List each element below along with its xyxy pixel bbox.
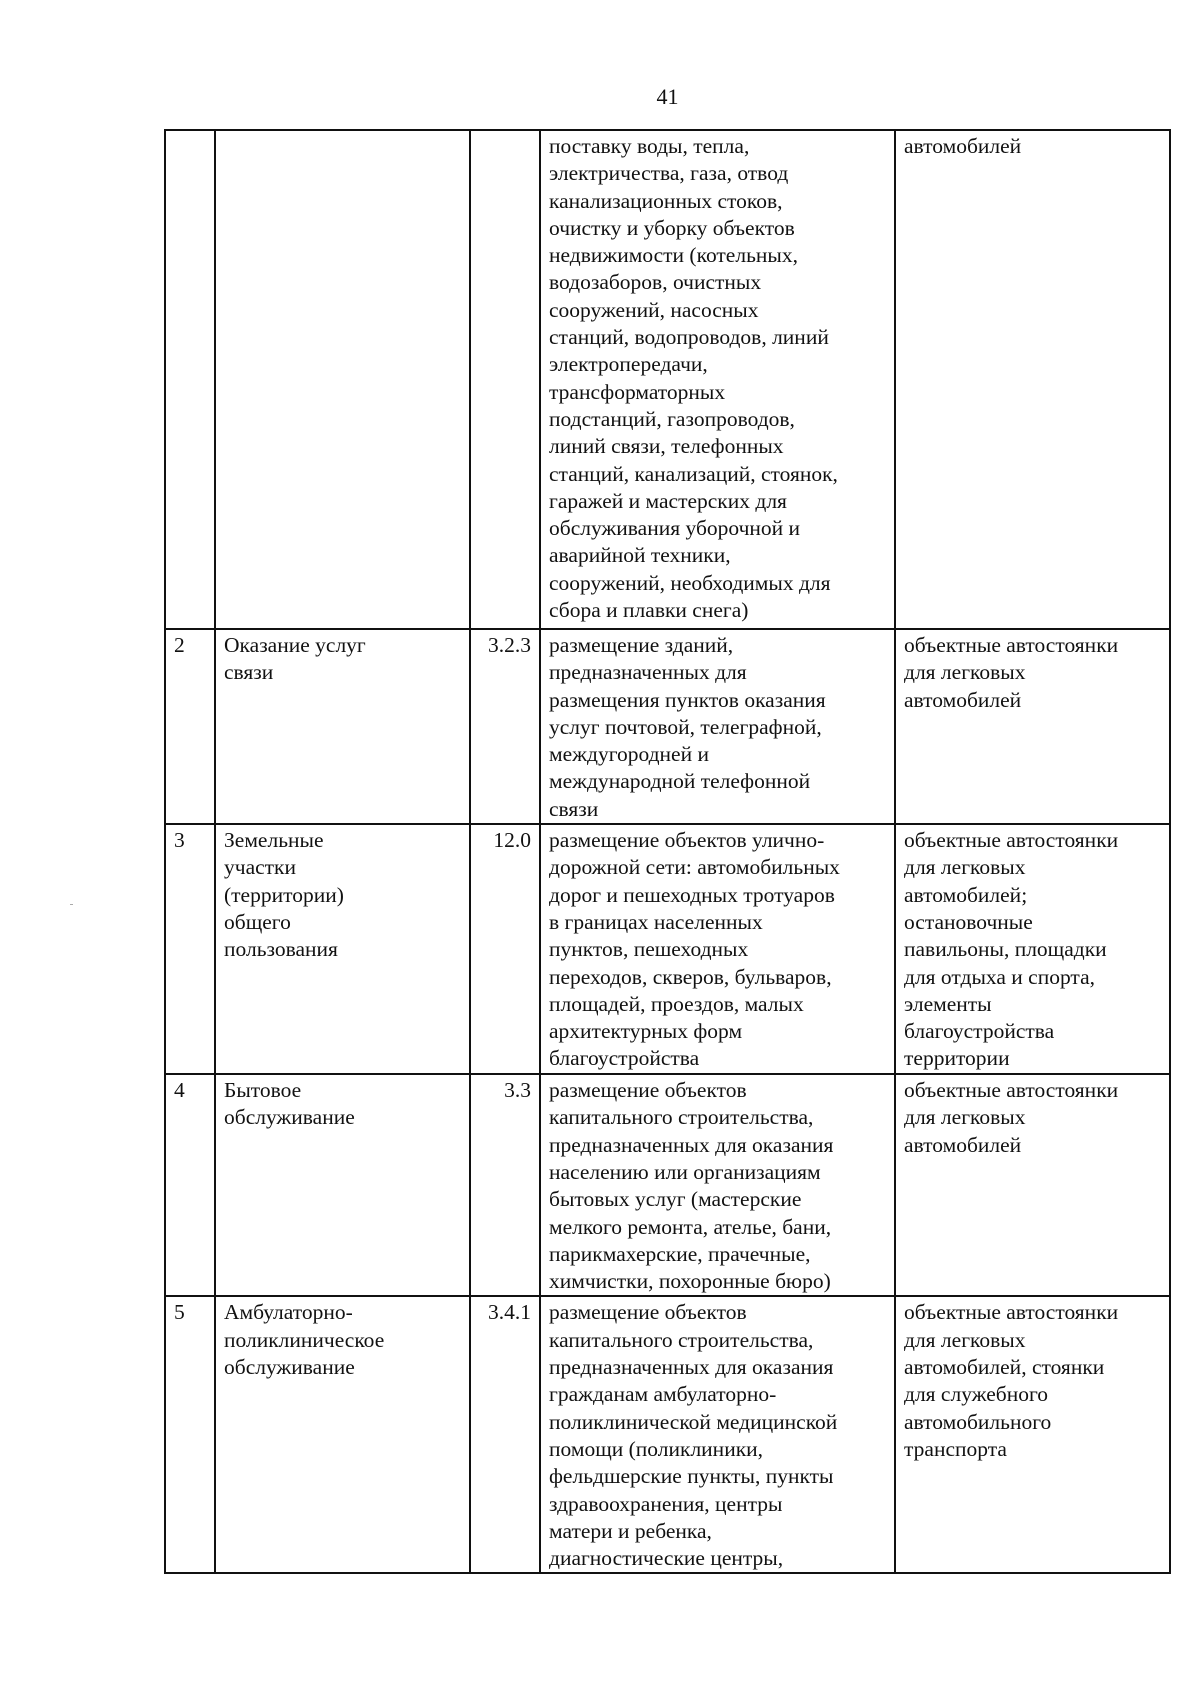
use-type-name: Бытовое обслуживание: [224, 1078, 355, 1130]
use-type-cell: [215, 629, 470, 824]
use-type-cell: [215, 1296, 470, 1573]
row-number: 3: [174, 828, 185, 853]
row-number-cell: [165, 1074, 215, 1296]
table-row: [165, 130, 1170, 629]
table-row: [165, 1074, 1170, 1296]
use-description-cell: [540, 1074, 895, 1296]
use-description: размещение объектов улично- дорожной сети: автомобильных дорог и пешеходных тротуаров в границах населенных пунктов, пешеходных переходов, скверов, бульваров, площадей, проездов, малых архитектурных форм благоустройства: [549, 828, 840, 1071]
use-code: 12.0: [493, 828, 531, 853]
use-code: 3.4.1: [488, 1300, 531, 1325]
table-row: [165, 824, 1170, 1074]
row-number-cell: [165, 824, 215, 1074]
row-number: 4: [174, 1078, 185, 1103]
parking-cell: [895, 629, 1170, 824]
scan-artifact: [70, 904, 73, 905]
table-row: [165, 1296, 1170, 1573]
use-code-cell: [470, 130, 540, 629]
use-description: поставку воды, тепла, электричества, газа, отвод канализационных стоков, очистку и уборку объектов недвижимости (котельных, водозаборов, очистных сооружений, насосных станций, водопроводов, линий электропередачи, трансформаторных подстанций, газопроводов, линий связи, телефонных станций, канализаций, стоянок, гаражей и мастерских для обслуживания уборочной и аварийной техники, сооружений, необходимых для сбора и плавки снега): [549, 134, 838, 623]
use-code: 3.3: [504, 1078, 531, 1103]
use-code-cell: [470, 824, 540, 1074]
parking-text: объектные автостоянки для легковых автомобилей; остановочные павильоны, площадки для отдыха и спорта, элементы благоустройства территории: [904, 828, 1119, 1071]
use-description-cell: [540, 130, 895, 629]
use-type-name: Земельные участки (территории) общего пользования: [224, 828, 344, 962]
parking-text: объектные автостоянки для легковых автомобилей: [904, 1078, 1119, 1157]
table-row: [165, 629, 1170, 824]
parking-cell: [895, 1074, 1170, 1296]
row-number-cell: [165, 1296, 215, 1573]
use-description: размещение объектов капитального строительства, предназначенных для оказания населению или организациям бытовых услуг (мастерские мелкого ремонта, ателье, бани, парикмахерские, прачечные, химчистки, похоронные бюро): [549, 1078, 834, 1294]
use-type-cell: [215, 1074, 470, 1296]
use-type-name: Амбулаторно- поликлиническое обслуживание: [224, 1300, 385, 1380]
use-description-cell: [540, 1296, 895, 1573]
use-type-cell: [215, 130, 470, 629]
parking-text: объектные автостоянки для легковых автомобилей, стоянки для служебного автомобильного транспорта: [904, 1300, 1119, 1461]
use-description: размещение зданий, предназначенных для размещения пунктов оказания услуг почтовой, телеграфной, междугородней и международной телефонной связи: [549, 633, 826, 821]
use-code-cell: [470, 629, 540, 824]
page-number: 41: [656, 84, 679, 109]
parking-text: объектные автостоянки для легковых автомобилей: [904, 633, 1119, 712]
parking-cell: [895, 1296, 1170, 1573]
use-code: 3.2.3: [488, 633, 531, 657]
row-number-cell: [165, 629, 215, 824]
parking-cell: [895, 824, 1170, 1074]
parking-cell: [895, 130, 1170, 629]
use-type-cell: [215, 824, 470, 1074]
use-description: размещение объектов капитального строительства, предназначенных для оказания гражданам амбулаторно- поликлинической медицинской помощи (поликлиники, фельдшерские пункты, пункты здравоохранения, центры матери и ребенка, диагностические центры,: [549, 1300, 838, 1571]
use-type-name: Оказание услуг связи: [224, 633, 366, 685]
land-use-table: [164, 129, 1171, 1574]
row-number: 2: [174, 633, 185, 657]
row-number: 5: [174, 1300, 185, 1325]
use-code-cell: [470, 1074, 540, 1296]
row-number-cell: [165, 130, 215, 629]
parking-text: автомобилей: [904, 134, 1022, 158]
use-description-cell: [540, 824, 895, 1074]
use-description-cell: [540, 629, 895, 824]
use-code-cell: [470, 1296, 540, 1573]
